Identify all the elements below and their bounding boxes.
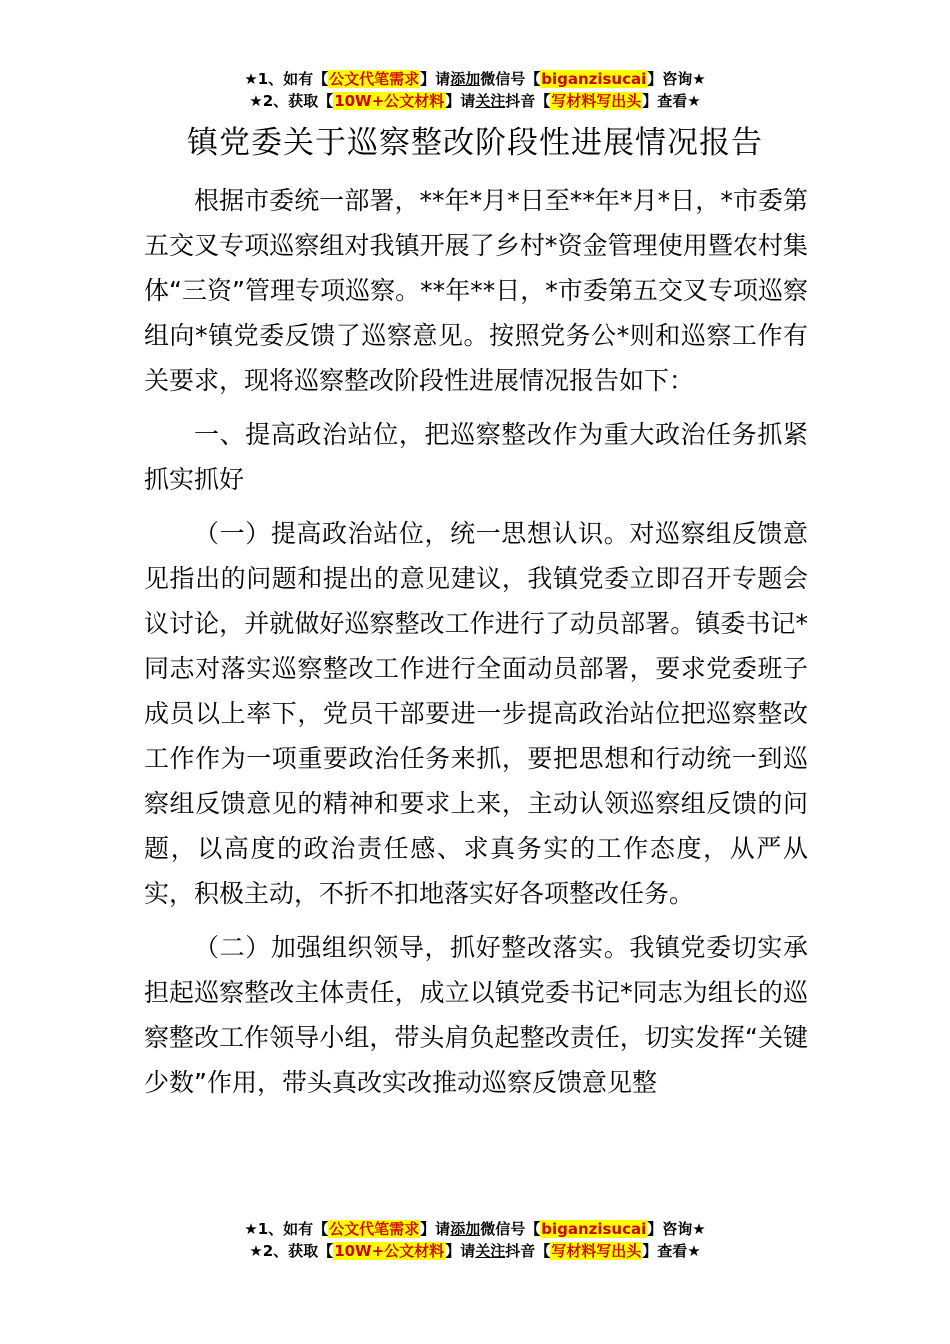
promo-text: 】请: [420, 1220, 451, 1238]
promo-highlight: 公文代笔需求: [329, 1220, 420, 1238]
promo-wechat-id: biganzisucai: [541, 1220, 647, 1238]
document-title: 镇党委关于巡察整改阶段性进展情况报告: [187, 125, 763, 161]
promo-line-2: [0, 1240, 950, 1262]
promo-text: 】咨询★: [647, 70, 706, 88]
paragraph-subsection-1: （一）提高政治站位，统一思想认识。对巡察组反馈意见指出的问题和提出的意见建议，我镇党委立即召开专题会议讨论，并就做好巡察整改工作进行了动员部署。镇委书记*同志对落实巡察整改工作进行全面动员部署，要求党委班子成员以上率下，党员干部要进一步提高政治站位把巡察整改工作作为一项重要政治任务来抓，要把思想和行动统一到巡察组反馈意见的精神和要求上来，主动认领巡察组反馈的问题，以高度的政治责任感、求真务实的工作态度，从严从实，积极主动，不折不扣地落实好各项整改任务。: [144, 519, 808, 908]
promo-emphasis: 添加: [450, 70, 481, 88]
promo-emphasis: 关注: [475, 1242, 506, 1260]
promo-emphasis: 关注: [475, 92, 506, 110]
paragraph-intro: 根据市委统一部署，**年*月*日至**年*月*日，*市委第五交叉专项巡察组对我镇开展了乡村*资金管理使用暨农村集体“三资”管理专项巡察。**年**日，*市委第五交叉专项巡察组向*镇党委反馈了巡察意见。按照党务公*则和巡察工作有关要求，现将巡察整改阶段性进展情况报告如下：: [144, 186, 808, 395]
section-heading-1: 一、提高政治站位，把巡察整改作为重大政治任务抓紧抓实抓好: [144, 420, 808, 494]
promo-wechat-id: biganzisucai: [541, 70, 647, 88]
promo-text: ★1、如有【: [244, 1220, 329, 1238]
promo-highlight: 公文代笔需求: [329, 70, 420, 88]
promo-text: 】请: [445, 1242, 476, 1260]
document-body: [144, 178, 808, 1114]
bottom-promo-banner: [0, 1218, 950, 1262]
promo-douyin-id: 写材料写出头: [551, 92, 642, 110]
promo-line-1: [0, 1218, 950, 1240]
promo-text: 】咨询★: [647, 1220, 706, 1238]
paragraph-subsection-2: （二）加强组织领导，抓好整改落实。我镇党委切实承担起巡察整改主体责任，成立以镇党委书记*同志为组长的巡察整改工作领导小组，带头肩负起整改责任，切实发挥“关键少数”作用，带头真改实改推动巡察反馈意见整: [144, 933, 808, 1097]
promo-emphasis: 添加: [450, 1220, 481, 1238]
promo-highlight: 10W+公文材料: [334, 1242, 445, 1260]
promo-text: ★2、获取【: [249, 1242, 334, 1260]
promo-text: 】请: [420, 70, 451, 88]
promo-text: 】请: [445, 92, 476, 110]
promo-text: 微信号【: [480, 1220, 541, 1238]
promo-text: 抖音【: [505, 1242, 551, 1260]
top-promo-banner: [0, 68, 950, 112]
promo-text: 】查看★: [642, 1242, 701, 1260]
promo-text: 抖音【: [505, 92, 551, 110]
promo-line-2: [0, 90, 950, 112]
promo-douyin-id: 写材料写出头: [551, 1242, 642, 1260]
promo-highlight: 10W+公文材料: [334, 92, 445, 110]
promo-text: ★1、如有【: [244, 70, 329, 88]
promo-text: 微信号【: [480, 70, 541, 88]
promo-text: ★2、获取【: [249, 92, 334, 110]
promo-text: 】查看★: [642, 92, 701, 110]
promo-line-1: [0, 68, 950, 90]
